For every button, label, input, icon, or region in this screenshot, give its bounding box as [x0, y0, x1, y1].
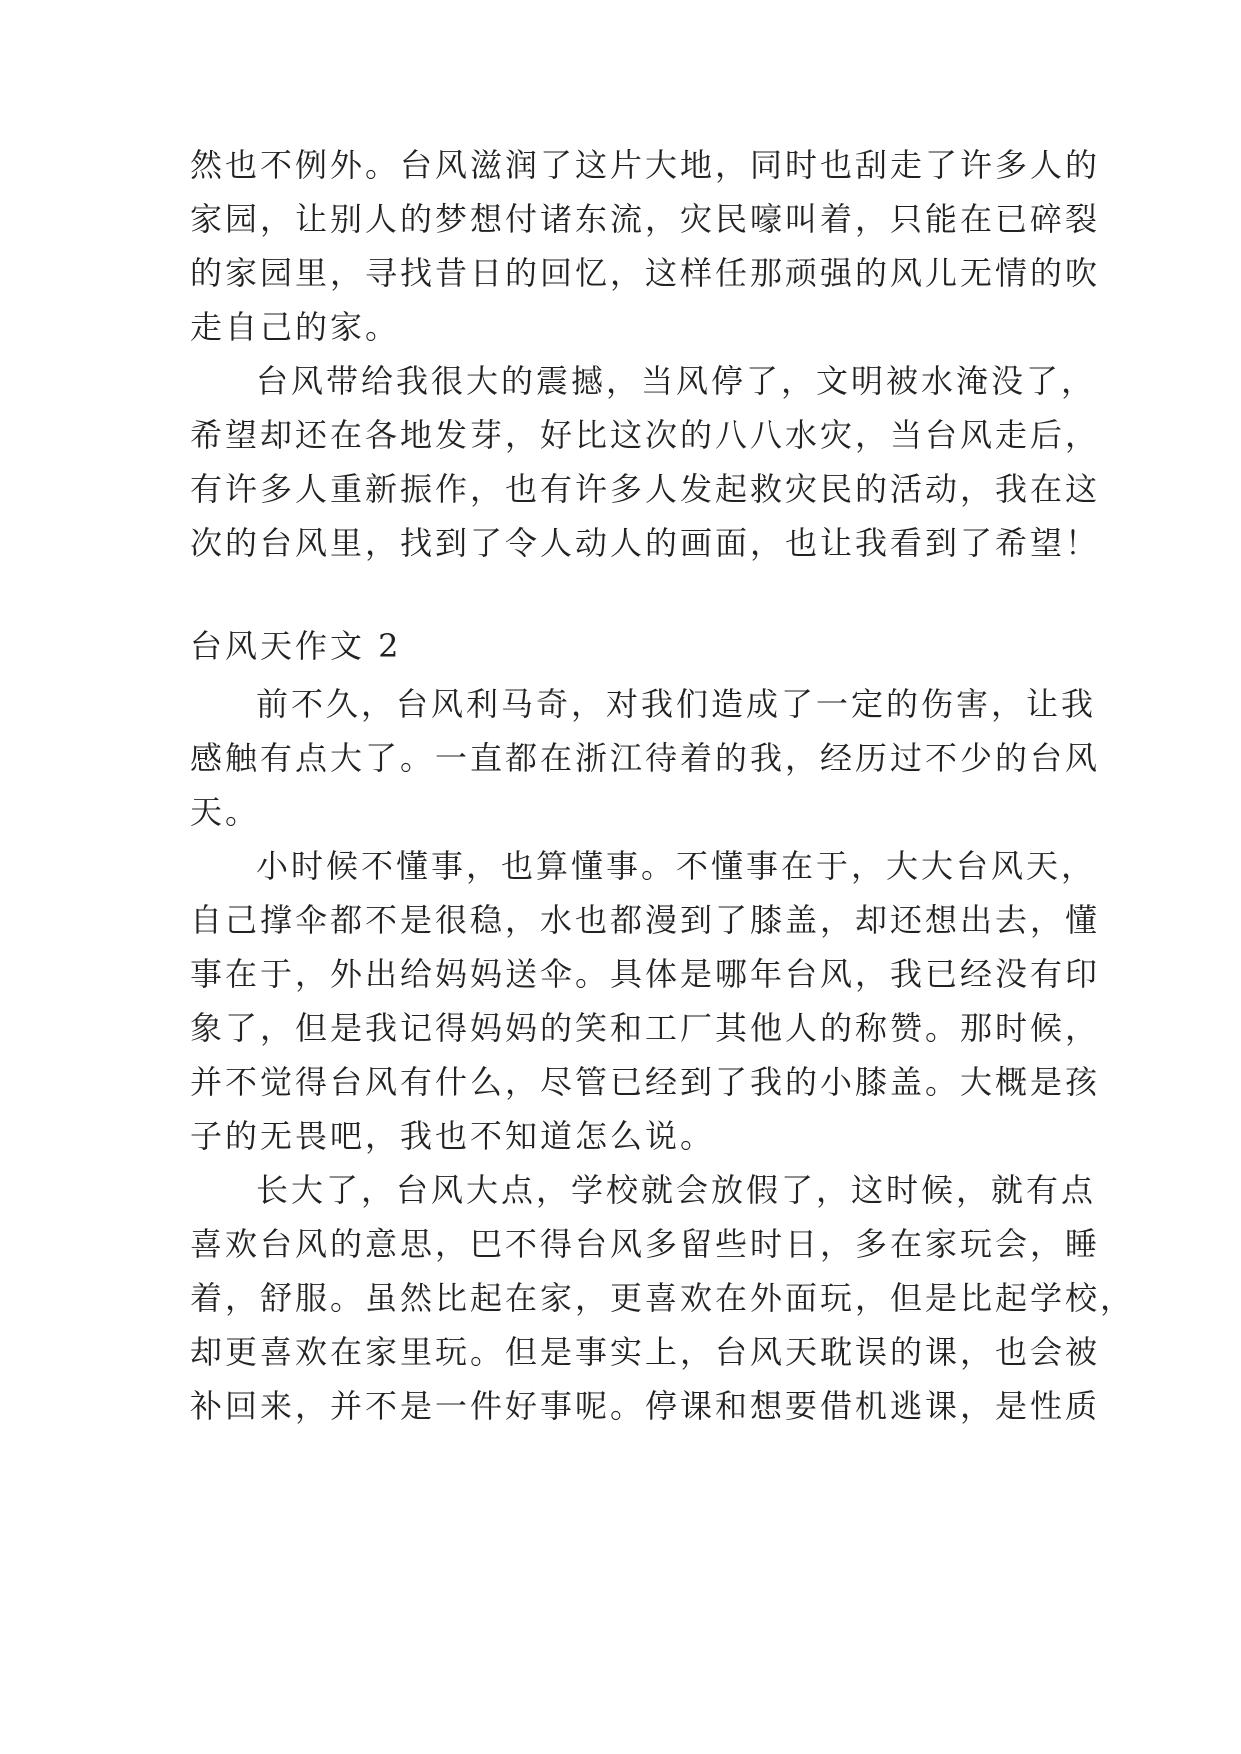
text-line: 长大了，台风大点，学校就会放假了，这时候，就有点 — [256, 1171, 1097, 1209]
text-line: 有许多人重新振作，也有许多人发起救灾民的活动，我在这 — [190, 470, 1101, 508]
essay-title: 台风天作文 2 — [190, 627, 402, 665]
text-line: 小时候不懂事，也算懂事。不懂事在于，大大台风天， — [256, 847, 1097, 885]
text-line: 自己撑伞都不是很稳，水也都漫到了膝盖，却还想出去，懂 — [190, 901, 1101, 939]
text-line: 喜欢台风的意思，巴不得台风多留些时日，多在家玩会，睡 — [190, 1225, 1101, 1263]
text-line: 着，舒服。虽然比起在家，更喜欢在外面玩，但是比起学校， — [190, 1279, 1136, 1317]
text-line: 象了，但是我记得妈妈的笑和工厂其他人的称赞。那时候， — [190, 1009, 1101, 1047]
text-line: 子的无畏吧，我也不知道怎么说。 — [190, 1117, 716, 1155]
text-line: 前不久，台风利马奇，对我们造成了一定的伤害，让我 — [256, 685, 1097, 723]
text-line: 天。 — [190, 793, 261, 831]
text-line: 然也不例外。台风滋润了这片大地，同时也刮走了许多人的 — [190, 146, 1101, 184]
text-line: 走自己的家。 — [190, 308, 401, 346]
text-line: 却更喜欢在家里玩。但是事实上，台风天耽误的课，也会被 — [190, 1333, 1101, 1371]
text-line: 次的台风里，找到了令人动人的画面，也让我看到了希望！ — [190, 524, 1101, 562]
text-line: 台风带给我很大的震撼，当风停了，文明被水淹没了， — [256, 362, 1097, 400]
text-line: 补回来，并不是一件好事呢。停课和想要借机逃课，是性质 — [190, 1387, 1101, 1425]
text-line: 希望却还在各地发芽，好比这次的八八水灾，当台风走后， — [190, 416, 1101, 454]
text-line: 感触有点大了。一直都在浙江待着的我，经历过不少的台风 — [190, 739, 1101, 777]
text-line: 并不觉得台风有什么，尽管已经到了我的小膝盖。大概是孩 — [190, 1063, 1101, 1101]
text-line: 家园，让别人的梦想付诸东流，灾民嚎叫着，只能在已碎裂 — [190, 200, 1101, 238]
text-line: 的家园里，寻找昔日的回忆，这样任那顽强的风儿无情的吹 — [190, 254, 1101, 292]
text-line: 事在于，外出给妈妈送伞。具体是哪年台风，我已经没有印 — [190, 955, 1101, 993]
